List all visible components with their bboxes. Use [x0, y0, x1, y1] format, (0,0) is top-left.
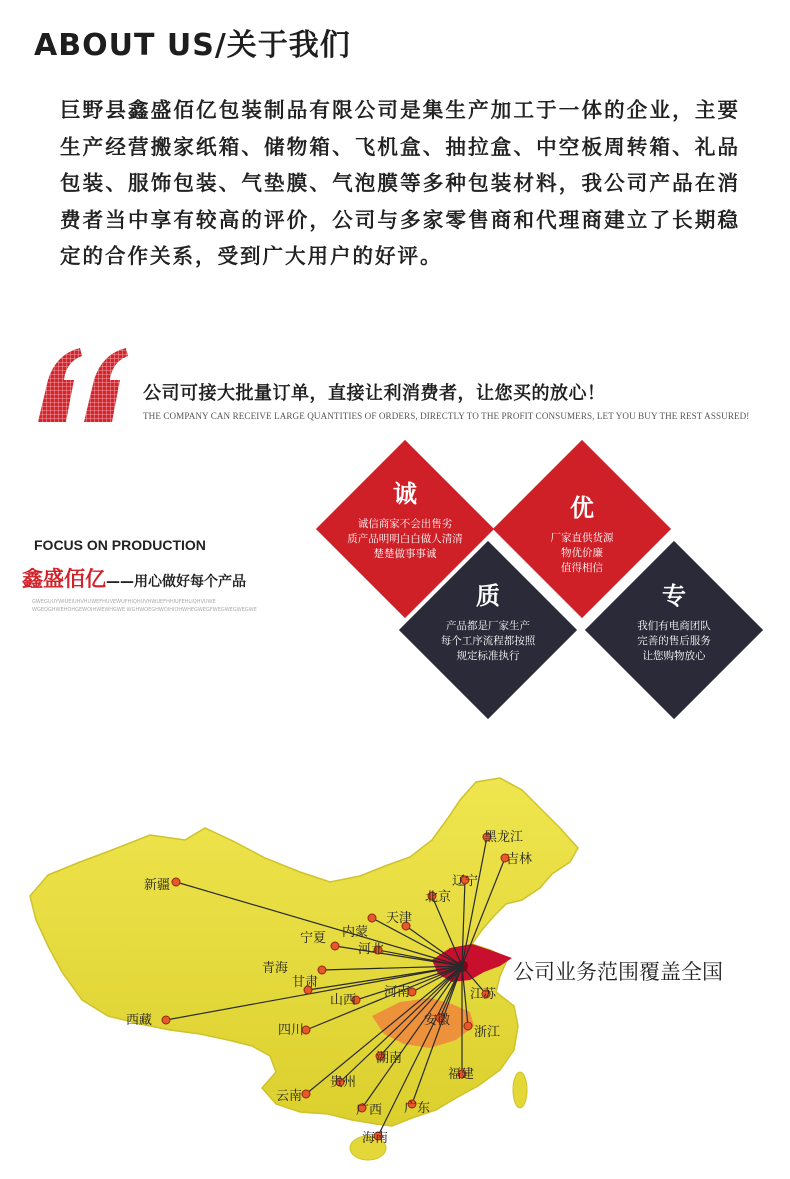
focus-title: FOCUS ON PRODUCTION [34, 537, 206, 553]
brand-name: 鑫盛佰亿 [22, 567, 106, 591]
diamond-cheng-line: 质产品明明白白做人清清 [347, 533, 463, 545]
province-label: 辽宁 [452, 874, 479, 889]
diamond-cheng-line: 楚楚做事事诚 [373, 548, 437, 560]
province-label: 湖南 [376, 1051, 403, 1066]
diamond-you-title: 优 [570, 494, 594, 522]
province-label: 福建 [448, 1067, 475, 1082]
intro-paragraph: 巨野县鑫盛佰亿包装制品有限公司是集生产加工于一体的企业，主要生产经营搬家纸箱、储物箱、飞机盒、抽拉盒、中空板周转箱、礼品包装、服饰包装、气垫膜、气泡膜等多种包装材料，我公司产品在消费者当中享有较高的评价，公司与多家零售商和代理商建立了长期稳定的合作关系，受到广大用户的好评。 [60, 98, 740, 268]
diamond-zhi-line: 规定标准执行 [456, 650, 520, 662]
province-label: 贵州 [330, 1075, 357, 1090]
province-label: 青海 [262, 961, 289, 976]
diamond-you-line: 物优价廉 [561, 547, 603, 559]
province-label: 山西 [330, 993, 357, 1008]
province-label: 甘肃 [292, 975, 319, 990]
page-title: ABOUT US/关于我们 [34, 28, 351, 63]
province-label: 广东 [404, 1101, 431, 1116]
diamond-zhi-content [388, 581, 588, 664]
province-label: 安徽 [424, 1013, 451, 1028]
diamond-zhuan-content [574, 581, 774, 664]
province-label: 河南 [384, 985, 411, 1000]
province-label: 新疆 [144, 878, 171, 893]
diamond-cheng-content [305, 479, 505, 562]
province-label: 宁夏 [300, 931, 327, 946]
decorative-filler-text: GWEGUUYWIUEIUHVHUWEFHUVEWUFHIQHUVHWUEFHHIUFEHLIQHVUWE WGEQGHWEHOHGEWOIHWEWHGWE WGHWOEGHWOIHIOHWHEGWEGFWEGWEGWEGWE [32, 599, 257, 613]
province-label: 内蒙 [342, 925, 369, 940]
diamond-zhi-line: 产品都是厂家生产 [446, 620, 530, 632]
diamond-zhi-title: 质 [476, 582, 500, 610]
province-label: 海南 [362, 1131, 389, 1146]
province-label: 西藏 [126, 1013, 153, 1028]
diamond-zhuan-line: 让您购物放心 [642, 650, 706, 662]
province-label: 广西 [356, 1103, 383, 1118]
diamond-cheng-line: 诚信商家不会出售劣 [357, 518, 453, 530]
province-label: 云南 [276, 1089, 303, 1104]
coverage-label: 公司业务范围覆盖全国 [513, 960, 723, 984]
province-label: 河北 [358, 942, 385, 957]
province-label: 吉林 [506, 852, 533, 867]
diamond-cheng-title: 诚 [393, 480, 417, 508]
brand-tagline: ——用心做好每个产品 [106, 574, 246, 590]
diamond-zhuan-title: 专 [662, 582, 686, 610]
slogan-cn: 公司可接大批量订单，直接让利消费者，让您买的放心！ [143, 383, 606, 404]
slogan-en: THE COMPANY CAN RECEIVE LARGE QUANTITIES OF ORDERS, DIRECTLY TO THE PROFIT CONSUMERS, LET YOU BUY THE REST ASSURED! [143, 411, 750, 421]
diamond-you-line: 值得相信 [561, 562, 603, 574]
province-label: 江苏 [470, 987, 497, 1002]
province-label: 黑龙江 [484, 830, 524, 845]
focus-brand-row [22, 563, 246, 593]
province-label: 四川 [278, 1023, 305, 1038]
diamond-zhi-line: 每个工序流程都按照 [440, 635, 536, 647]
quote-mark-icon [34, 346, 134, 426]
province-label: 北京 [425, 890, 452, 905]
diamond-zhuan-line: 完善的售后服务 [637, 635, 711, 647]
diamond-you-line: 厂家直供货源 [550, 532, 614, 544]
taiwan-island-shape [513, 1072, 527, 1108]
province-label: 天津 [386, 911, 413, 926]
province-label: 浙江 [474, 1025, 501, 1040]
diamond-zhuan-line: 我们有电商团队 [637, 620, 711, 632]
